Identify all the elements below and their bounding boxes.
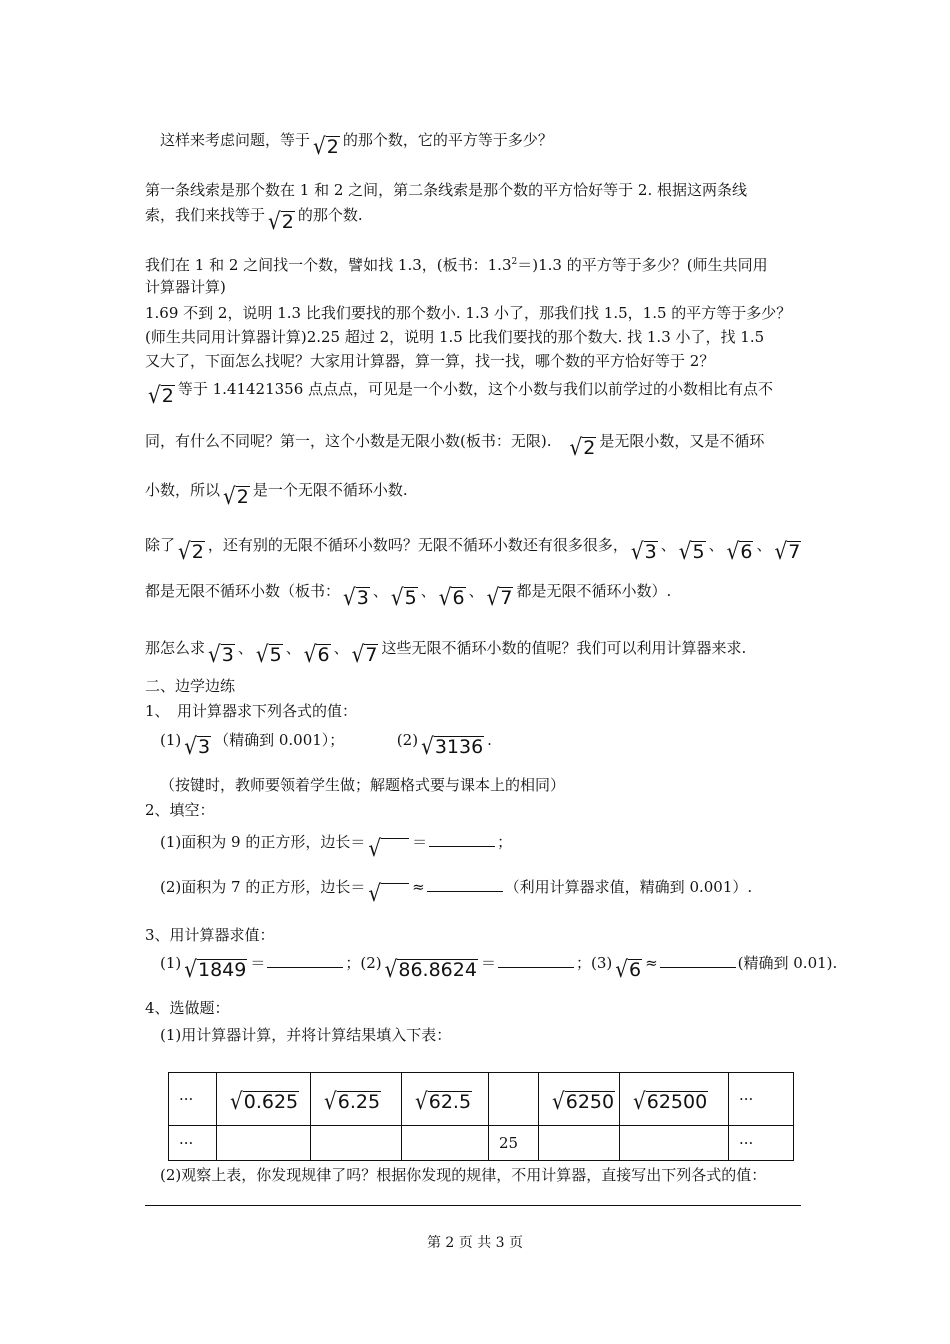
table-cell bbox=[217, 1126, 311, 1161]
text-span: （精确到 0.001）； (2) bbox=[214, 731, 419, 749]
radicand: 2 bbox=[161, 385, 174, 407]
text-line bbox=[145, 997, 230, 1019]
radicand: 2 bbox=[281, 211, 294, 233]
text-line bbox=[160, 729, 492, 760]
text-span: （按键时，教师要领着学生做；解题格式要与课本上的相同） bbox=[160, 776, 566, 794]
square-root bbox=[351, 640, 379, 668]
text-line bbox=[145, 251, 768, 276]
text-span: 1.69 不到 2，说明 1.3 比我们要找的那个数小. 1.3 小了，那我们找 1.5，1.5 的平方等于多少？ bbox=[145, 304, 792, 322]
text-line bbox=[160, 831, 513, 862]
text-span: 的那个数，它的平方等于多少？ bbox=[342, 131, 553, 149]
radicand: 6 bbox=[452, 587, 465, 609]
text-line bbox=[145, 534, 804, 565]
superscript: 2 bbox=[511, 257, 518, 267]
sqrt-table bbox=[168, 1072, 794, 1161]
radical-sign-icon: √ bbox=[678, 537, 692, 565]
text-span: ；(2) bbox=[345, 954, 382, 972]
text-line bbox=[145, 580, 672, 611]
text-line bbox=[160, 1024, 451, 1046]
text-line bbox=[145, 179, 747, 201]
text-span: (1) bbox=[160, 954, 182, 972]
radicand: 0.625 bbox=[243, 1091, 299, 1113]
radicand: 6 bbox=[317, 644, 330, 666]
text-line bbox=[145, 326, 764, 348]
square-root bbox=[313, 132, 340, 160]
text-line bbox=[145, 302, 791, 324]
radicand: 7 bbox=[500, 587, 513, 609]
radical-sign-icon: √ bbox=[268, 207, 281, 235]
radicand: 62500 bbox=[646, 1091, 708, 1113]
radicand: 5 bbox=[269, 644, 282, 666]
text-span: 、 bbox=[237, 639, 253, 657]
square-root bbox=[230, 1087, 299, 1115]
text-span: (1)用计算器计算，并将计算结果填入下表： bbox=[160, 1026, 452, 1044]
radical-sign-icon: √ bbox=[230, 1087, 243, 1115]
square-root bbox=[438, 583, 466, 611]
radical-sign-icon: √ bbox=[208, 640, 221, 668]
radical-sign-icon: √ bbox=[486, 583, 500, 611]
text-span: 3、用计算器求值： bbox=[145, 926, 275, 944]
radicand: 3 bbox=[198, 736, 211, 758]
text-span: 、 bbox=[285, 639, 301, 657]
text-span: ；(3) bbox=[575, 954, 613, 972]
radical-sign-icon: √ bbox=[184, 955, 197, 983]
table-cell: ··· bbox=[729, 1073, 794, 1126]
radicand: 2 bbox=[191, 541, 204, 563]
radical-sign-icon: √ bbox=[630, 537, 644, 565]
radical-sign-icon: √ bbox=[390, 583, 404, 611]
square-root bbox=[615, 955, 642, 983]
square-root bbox=[184, 732, 211, 760]
text-span: ＝ bbox=[250, 954, 266, 972]
text-span: . bbox=[487, 731, 492, 749]
radicand: 6.25 bbox=[337, 1091, 381, 1113]
table-cell bbox=[217, 1073, 311, 1126]
text-span: 那怎么求 bbox=[145, 639, 206, 657]
text-span: 的那个数. bbox=[297, 206, 363, 224]
text-span: ≈ bbox=[412, 878, 425, 896]
table-cell bbox=[539, 1126, 620, 1161]
square-root bbox=[633, 1087, 708, 1115]
radicand: 7 bbox=[788, 541, 801, 563]
radicand bbox=[381, 883, 409, 904]
text-span: 、 bbox=[660, 536, 676, 554]
square-root bbox=[148, 381, 175, 409]
radicand: 86.8624 bbox=[398, 959, 477, 981]
square-root bbox=[390, 583, 418, 611]
text-span: 二、边学边练 bbox=[145, 677, 236, 695]
radical-sign-icon: √ bbox=[303, 640, 317, 668]
square-root bbox=[774, 537, 801, 565]
text-line bbox=[160, 952, 838, 983]
radical-sign-icon: √ bbox=[324, 1087, 337, 1115]
square-root bbox=[384, 955, 478, 983]
text-span: 、 bbox=[333, 639, 349, 657]
radicand: 3136 bbox=[434, 736, 484, 758]
text-span: 是一个无限不循环小数. bbox=[252, 481, 408, 499]
answer-blank[interactable] bbox=[660, 953, 736, 968]
radical-sign-icon: √ bbox=[223, 482, 236, 510]
text-line bbox=[145, 350, 714, 372]
text-line bbox=[145, 276, 226, 298]
square-root bbox=[368, 834, 409, 862]
text-span: 1、 用计算器求下列各式的值： bbox=[145, 702, 358, 720]
text-line bbox=[160, 1164, 766, 1186]
square-root bbox=[421, 732, 484, 760]
radical-sign-icon: √ bbox=[368, 879, 382, 907]
radicand: 6 bbox=[628, 959, 642, 981]
footer-divider bbox=[145, 1205, 801, 1206]
text-span: (2)面积为 7 的正方形，边长＝ bbox=[160, 878, 366, 896]
text-span: (师生共同用计算器计算)2.25 超过 2，说明 1.5 比我们要找的那个数大. 找 1.3 小了，找 1.5 bbox=[145, 328, 765, 346]
text-span: （利用计算器求值，精确到 0.001）. bbox=[504, 878, 753, 896]
text-span: ≈ bbox=[645, 954, 658, 972]
answer-blank[interactable] bbox=[427, 877, 503, 892]
text-line bbox=[145, 700, 357, 722]
radical-sign-icon: √ bbox=[633, 1087, 646, 1115]
table-cell: ··· bbox=[169, 1073, 217, 1126]
text-span: ，还有别的无限不循环小数吗？无限不循环小数还有很多很多， bbox=[207, 536, 628, 554]
radicand: 2 bbox=[236, 486, 249, 508]
radical-sign-icon: √ bbox=[415, 1087, 428, 1115]
text-line bbox=[145, 479, 408, 510]
text-span: ＝ bbox=[412, 833, 428, 851]
square-root bbox=[678, 537, 706, 565]
square-root bbox=[726, 537, 754, 565]
radical-sign-icon: √ bbox=[148, 381, 161, 409]
square-root bbox=[268, 207, 295, 235]
radicand: 5 bbox=[404, 587, 417, 609]
radicand: 6 bbox=[740, 541, 753, 563]
radicand: 3 bbox=[356, 587, 369, 609]
table-cell: ··· bbox=[729, 1126, 794, 1161]
text-span: 等于 1.41421356 点点点，可见是一个小数，这个小数与我们以前学过的小数相比有点不 bbox=[177, 380, 774, 398]
text-span: 我们在 1 和 2 之间找一个数，譬如找 1.3，(板书：1.3 bbox=[145, 256, 512, 274]
square-root bbox=[630, 537, 658, 565]
text-span: ＝ bbox=[480, 954, 496, 972]
square-root bbox=[255, 640, 283, 668]
text-span: (2)观察上表，你发现规律了吗？根据你发现的规律，不用计算器，直接写出下列各式的值： bbox=[160, 1166, 767, 1184]
text-span: 、 bbox=[468, 582, 484, 600]
text-span: 同，有什么不同呢？第一，这个小数是无限小数(板书：无限). bbox=[145, 432, 567, 450]
answer-blank[interactable] bbox=[429, 832, 495, 847]
square-root bbox=[208, 640, 235, 668]
radical-sign-icon: √ bbox=[384, 955, 398, 983]
square-root bbox=[569, 433, 596, 461]
radical-sign-icon: √ bbox=[351, 640, 365, 668]
table-cell bbox=[620, 1073, 729, 1126]
table-cell bbox=[539, 1073, 620, 1126]
text-line bbox=[145, 675, 235, 697]
radicand: 5 bbox=[692, 541, 705, 563]
text-line bbox=[145, 637, 747, 668]
radicand: 2 bbox=[326, 136, 339, 158]
table-cell: ··· bbox=[169, 1126, 217, 1161]
text-span: 、 bbox=[420, 582, 436, 600]
table-cell: 25 bbox=[489, 1126, 539, 1161]
radical-sign-icon: √ bbox=[569, 433, 583, 461]
text-line bbox=[145, 924, 275, 946]
text-span: 都是无限不循环小数（板书： bbox=[145, 582, 341, 600]
radical-sign-icon: √ bbox=[421, 732, 434, 760]
radical-sign-icon: √ bbox=[368, 834, 382, 862]
text-span: 、 bbox=[756, 536, 772, 554]
text-span: 第一条线索是那个数在 1 和 2 之间，第二条线索是那个数的平方恰好等于 2. 根据这两条线 bbox=[145, 181, 748, 199]
text-span: 小数，所以 bbox=[145, 481, 221, 499]
radicand bbox=[381, 838, 409, 859]
radical-sign-icon: √ bbox=[438, 583, 452, 611]
radical-sign-icon: √ bbox=[552, 1087, 565, 1115]
text-span: 都是无限不循环小数）. bbox=[516, 582, 672, 600]
text-line bbox=[145, 430, 765, 461]
radical-sign-icon: √ bbox=[313, 132, 326, 160]
answer-blank[interactable] bbox=[267, 953, 343, 968]
radicand: 62.5 bbox=[428, 1091, 472, 1113]
text-span: (1) bbox=[160, 731, 182, 749]
text-span: 计算器计算) bbox=[145, 278, 226, 296]
text-span: 这样来考虑问题，等于 bbox=[160, 131, 311, 149]
radicand: 3 bbox=[221, 644, 234, 666]
text-span: 又大了，下面怎么找呢？大家用计算器，算一算，找一找，哪个数的平方恰好等于 2？ bbox=[145, 352, 715, 370]
square-root bbox=[184, 955, 247, 983]
text-line bbox=[145, 204, 363, 235]
text-span: 2、填空： bbox=[145, 801, 215, 819]
table-cell bbox=[620, 1126, 729, 1161]
radicand: 6250 bbox=[565, 1091, 615, 1113]
square-root bbox=[343, 583, 370, 611]
text-span: 、 bbox=[372, 582, 388, 600]
square-root bbox=[178, 537, 205, 565]
square-root bbox=[303, 640, 331, 668]
radical-sign-icon: √ bbox=[615, 955, 628, 983]
table-row bbox=[169, 1073, 794, 1126]
table-row bbox=[169, 1126, 794, 1161]
radical-sign-icon: √ bbox=[343, 583, 356, 611]
radicand: 2 bbox=[583, 437, 596, 459]
text-span: 、 bbox=[708, 536, 724, 554]
text-line bbox=[145, 799, 215, 821]
text-span: (1)面积为 9 的正方形，边长＝ bbox=[160, 833, 366, 851]
text-span: 这些无限不循环小数的值呢？我们可以利用计算器来求. bbox=[381, 639, 747, 657]
radical-sign-icon: √ bbox=[178, 537, 191, 565]
text-line bbox=[160, 129, 553, 160]
table-cell bbox=[489, 1073, 539, 1126]
text-span: ＝)1.3 的平方等于多少？(师生共同用 bbox=[517, 256, 768, 274]
radical-sign-icon: √ bbox=[774, 537, 788, 565]
text-span: 是无限小数，又是不循环 bbox=[599, 432, 765, 450]
radical-sign-icon: √ bbox=[255, 640, 269, 668]
text-span: 索，我们来找等于 bbox=[145, 206, 266, 224]
radicand: 1849 bbox=[198, 959, 247, 981]
square-root bbox=[415, 1087, 472, 1115]
text-span: (精确到 0.01). bbox=[737, 954, 838, 972]
page-number: 第 2 页 共 3 页 bbox=[426, 1235, 524, 1251]
square-root bbox=[552, 1087, 615, 1115]
text-line bbox=[160, 774, 565, 796]
radical-sign-icon: √ bbox=[184, 732, 197, 760]
radicand: 7 bbox=[365, 644, 378, 666]
text-span: 4、选做题： bbox=[145, 999, 230, 1017]
text-span: 除了 bbox=[145, 536, 176, 554]
table-cell bbox=[311, 1126, 402, 1161]
square-root bbox=[486, 583, 514, 611]
radical-sign-icon: √ bbox=[726, 537, 740, 565]
table-cell bbox=[402, 1073, 489, 1126]
text-line bbox=[145, 378, 774, 409]
square-root bbox=[368, 879, 409, 907]
table-cell bbox=[311, 1073, 402, 1126]
table-cell bbox=[402, 1126, 489, 1161]
radicand: 3 bbox=[644, 541, 657, 563]
text-line bbox=[160, 876, 753, 907]
square-root bbox=[324, 1087, 381, 1115]
text-span: ； bbox=[497, 833, 513, 851]
answer-blank[interactable] bbox=[498, 953, 574, 968]
square-root bbox=[223, 482, 250, 510]
